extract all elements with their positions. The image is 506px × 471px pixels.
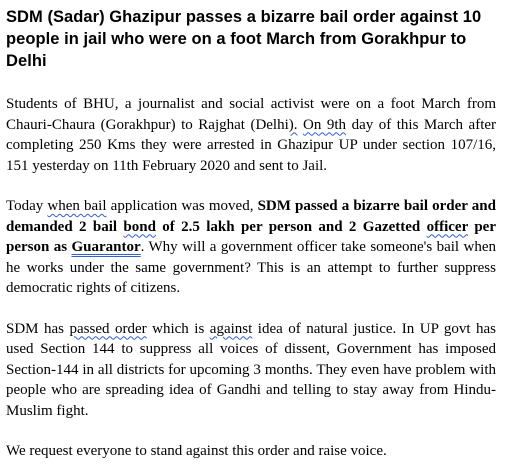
text-span: which is <box>146 320 210 337</box>
paragraph-bail-order <box>6 196 496 299</box>
text-span: Students of BHU, a journalist and social activist were on a foot March from Chauri-Chaura (Gorakhpur) to Rajghat (Delhi <box>6 96 496 133</box>
paragraph-request: We request everyone to stand against this order and raise voice. <box>6 443 387 459</box>
document <box>6 6 496 462</box>
headline: SDM (Sadar) Ghazipur passes a bizarre bail order against 10 people in jail who were on a foot March from Gorakhpur to Delhi <box>6 8 482 70</box>
text-span: SDM has <box>6 320 70 337</box>
paragraph-arrest <box>6 94 496 176</box>
bold-span: per person as <box>6 218 496 255</box>
grammar-mark-span: On 9th <box>303 116 347 133</box>
grammar-mark-span: passed order <box>69 320 147 337</box>
bold-grammar-mark-span: Guarantor <box>71 239 141 255</box>
text-span: idea of natural justice. In UP govt has used Section 144 to suppress all voices of dissent, Government has imposed Section-144 in all districts for upcoming 3 months. They even have problem with people who are spreading idea of Gandhi and telling to stay away from Hindu-Muslim fight. <box>6 320 497 419</box>
text-span: . Why will a government officer take someone's bail when he works under the same government? This is an attempt to further suppress democratic rights of citizens. <box>6 239 496 296</box>
bold-span: SDM passed a bizarre bail order and demanded 2 bail <box>6 198 496 235</box>
text-span: Today <box>6 198 48 214</box>
grammar-mark-span: against <box>209 320 253 337</box>
text-span: application was moved, <box>106 198 258 214</box>
bold-grammar-mark-span: bond <box>123 218 156 235</box>
grammar-mark-span: ). <box>288 116 298 133</box>
paragraph-natural-justice <box>6 319 496 422</box>
text-span: day of this March after completing 250 Kms they were arrested in Ghazipur UP under section 107/16, 151 yesterday on 11th February 2020 and sent to Jail. <box>6 116 497 174</box>
bold-grammar-mark-span: officer <box>426 218 468 235</box>
grammar-mark-span: when bail <box>47 198 107 214</box>
bold-span: of 2.5 lakh per person and 2 Gazetted <box>155 218 427 235</box>
